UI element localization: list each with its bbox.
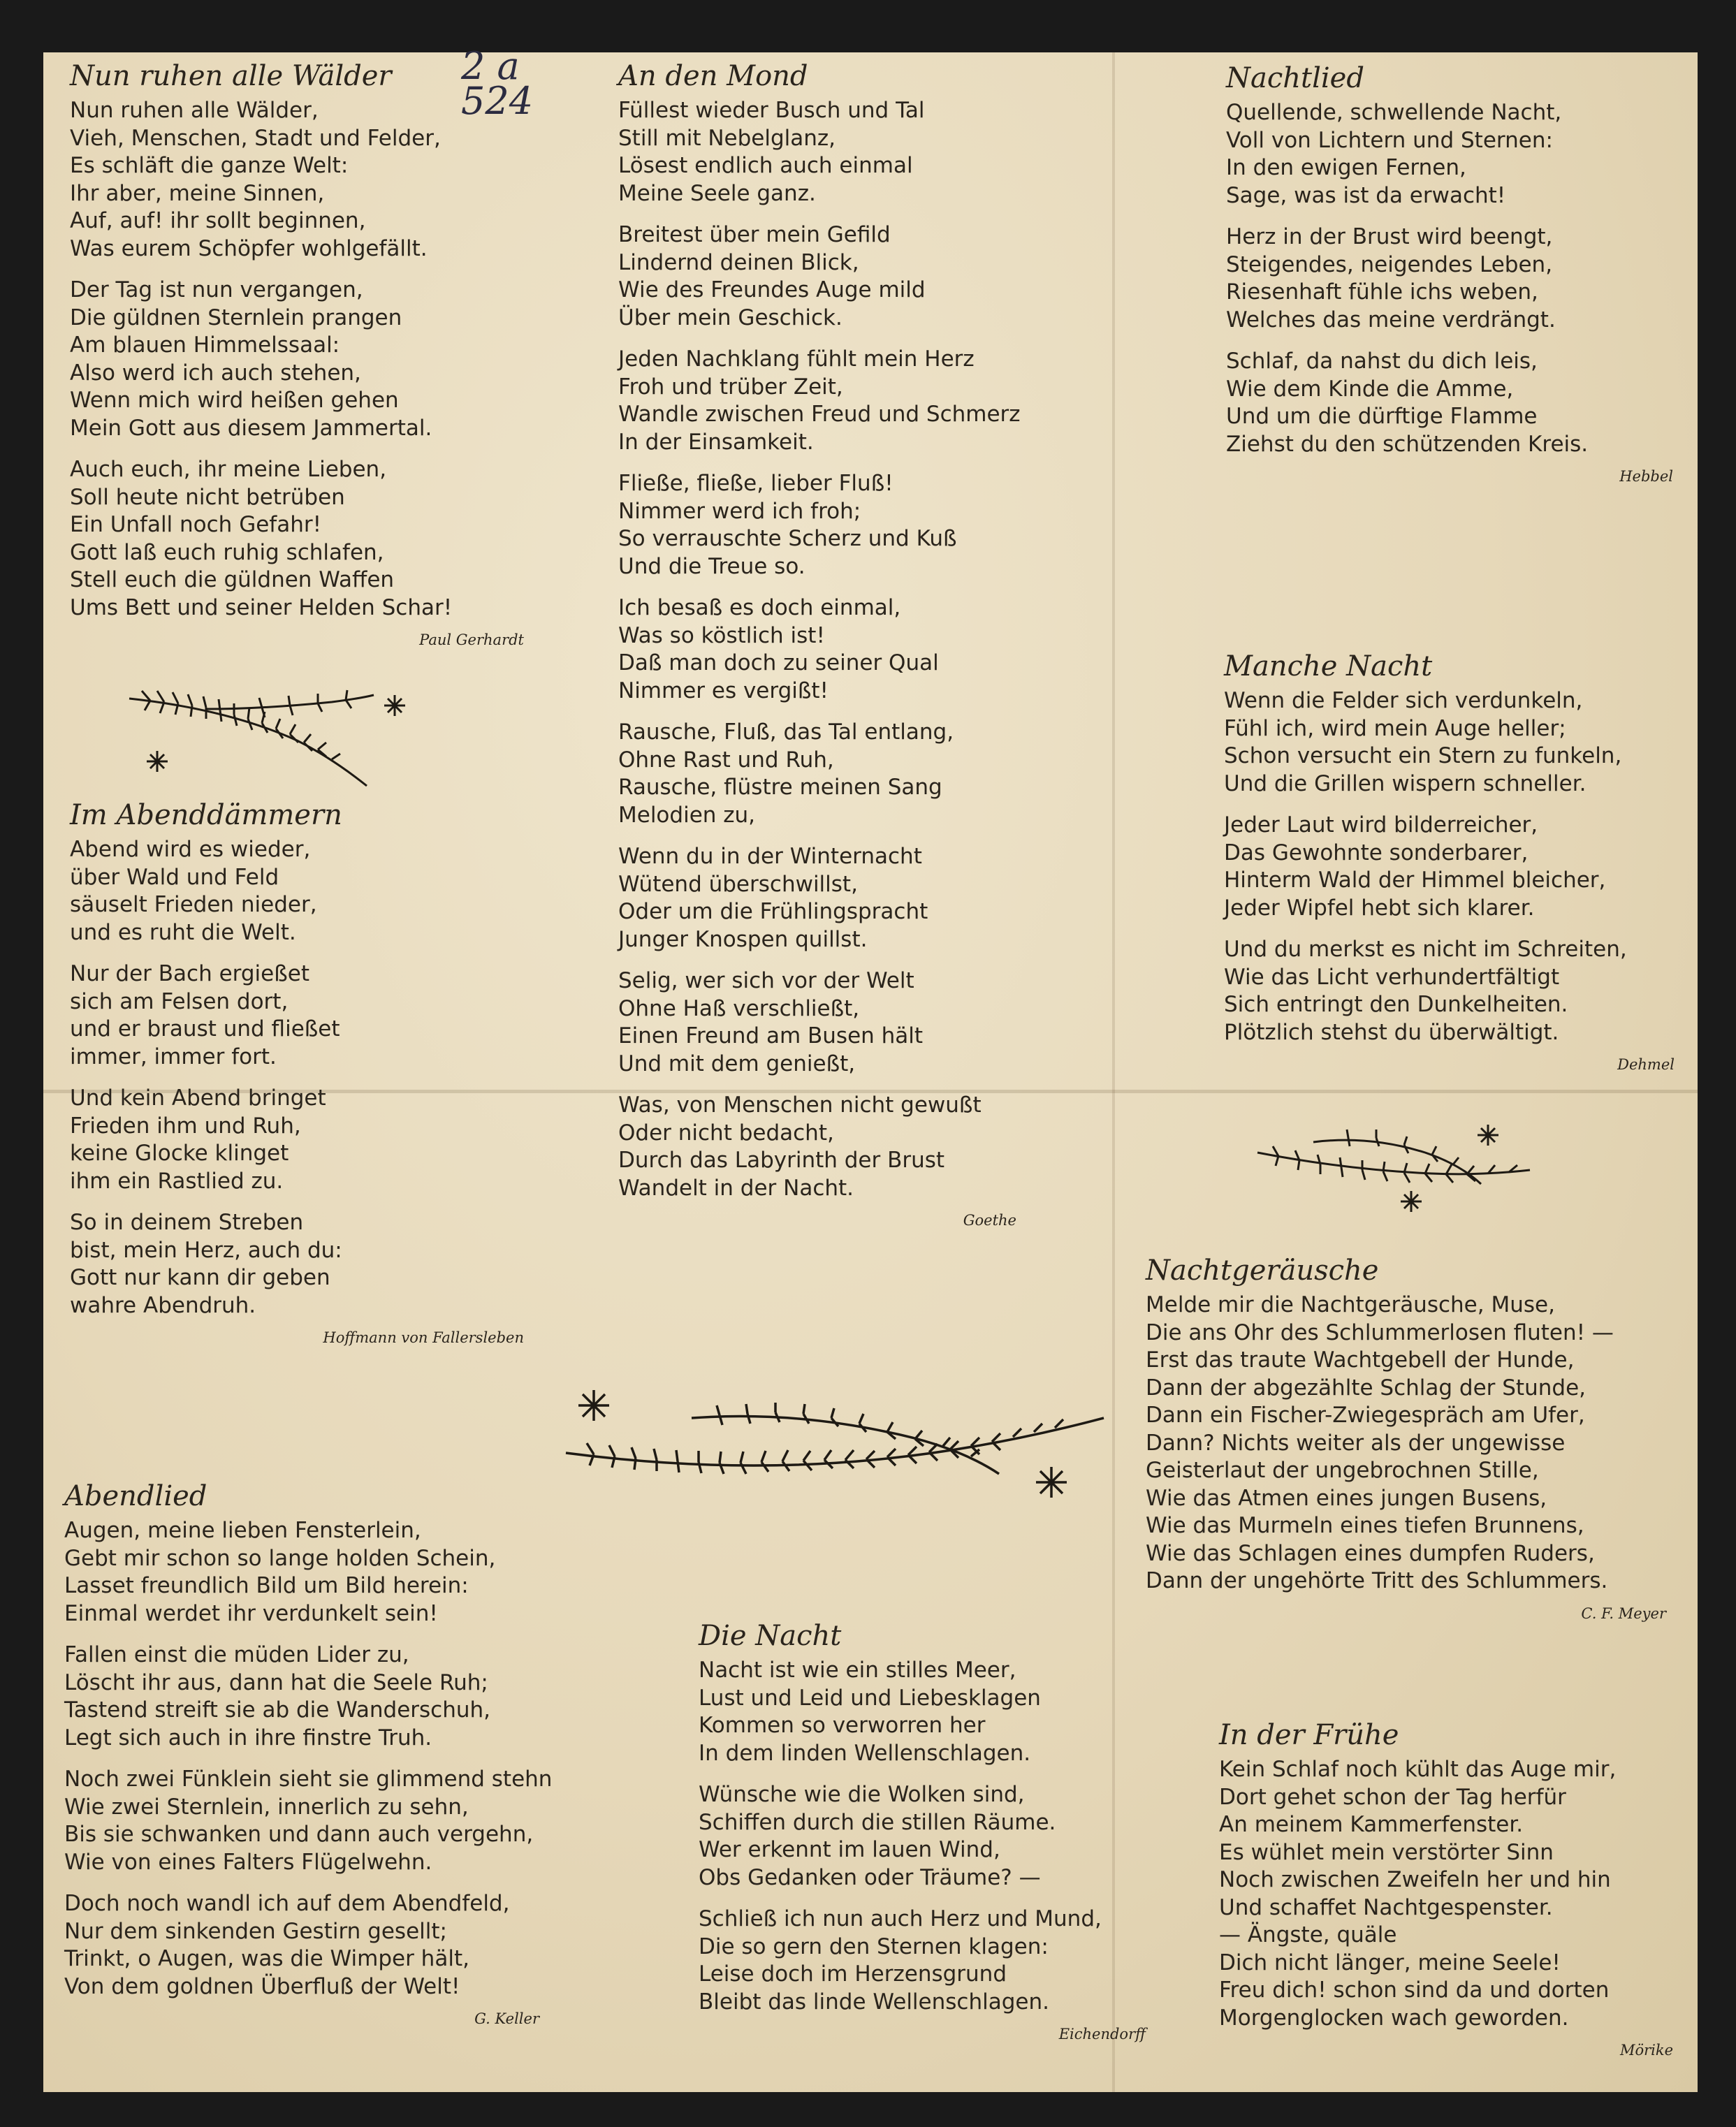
poem-line: Die ans Ohr des Schlummerlosen fluten! —: [1146, 1320, 1614, 1345]
poem-line: Selig, wer sich vor der Welt: [618, 968, 914, 993]
poem-line: über Wald und Feld: [70, 864, 279, 890]
poem-line: Daß man doch zu seiner Qual: [618, 650, 939, 675]
poem-line: Plötzlich stehst du überwältigt.: [1224, 1019, 1559, 1045]
poem-line: Wer erkennt im lauen Wind,: [699, 1837, 1000, 1862]
poem-line: Einen Freund am Busen hält: [618, 1023, 924, 1048]
stanza: [1224, 936, 1675, 1046]
poem-line: Wie des Freundes Auge mild: [618, 277, 926, 302]
poem-author: Paul Gerhardt: [419, 631, 524, 648]
poem-line: Ohne Haß verschließt,: [618, 995, 860, 1021]
poem-line: Dann? Nichts weiter als der ungewisse: [1146, 1430, 1566, 1456]
poem-line: Dort gehet schon der Tag herfür: [1219, 1784, 1566, 1810]
poem-line: Gott laß euch ruhig schlafen,: [70, 539, 384, 565]
poem-line: Stell euch die güldnen Waffen: [70, 567, 395, 592]
stanza: [618, 594, 1016, 705]
stanza: [64, 1517, 539, 1628]
poem-line: Rausche, flüstre meinen Sang: [618, 775, 942, 800]
poem-line: Lösest endlich auch einmal: [618, 153, 913, 178]
poem-line: Und um die dürftige Flamme: [1226, 404, 1538, 429]
poem-line: Kommen so verworren her: [699, 1713, 986, 1738]
poem-author: G. Keller: [474, 2010, 539, 2027]
poem-line: Riesenhaft fühle ichs weben,: [1226, 279, 1538, 305]
stanza: [699, 1906, 1146, 2016]
poem-line: Fühl ich, wird mein Auge heller;: [1224, 715, 1566, 741]
poem-line: bist, mein Herz, auch du:: [70, 1237, 342, 1263]
poem-line: Kein Schlaf noch kühlt das Auge mir,: [1219, 1757, 1617, 1782]
poem-title: In der Frühe: [1219, 1719, 1399, 1751]
stanza: [70, 1209, 524, 1320]
poem-title: Manche Nacht: [1224, 650, 1433, 682]
poem-line: Gott nur kann dir geben: [70, 1265, 330, 1290]
poem-line: Einmal werdet ihr verdunkelt sein!: [64, 1600, 438, 1626]
poem-line: sich am Felsen dort,: [70, 988, 289, 1014]
poem-line: Durch das Labyrinth der Brust: [618, 1148, 945, 1173]
poem-line: Das Gewohnte sonderbarer,: [1224, 840, 1529, 865]
stanza: [1224, 812, 1675, 922]
poem-author: Goethe: [963, 1212, 1016, 1229]
poem-line: Augen, meine lieben Fensterlein,: [64, 1518, 421, 1543]
poem-title: Im Abenddämmern: [70, 799, 342, 831]
poem-line: Nur der Bach ergießet: [70, 961, 309, 986]
poem-line: Wie das Murmeln eines tiefen Brunnens,: [1146, 1513, 1584, 1538]
poem-line: keine Glocke klinget: [70, 1141, 289, 1166]
poem-line: Wandelt in der Nacht.: [618, 1175, 854, 1201]
stanza: [70, 960, 524, 1071]
poem-line: Was so köstlich ist!: [618, 622, 825, 648]
poem-line: Jeder Laut wird bilderreicher,: [1224, 812, 1538, 838]
poem-line: Oder nicht bedacht,: [618, 1120, 834, 1146]
poem-line: Die güldnen Sternlein prangen: [70, 305, 402, 330]
poem-line: Legt sich auch in ihre finstre Truh.: [64, 1725, 432, 1750]
poem-line: Schlaf, da nahst du dich leis,: [1226, 349, 1538, 374]
poem-nun-ruhen-alle-waelder: [70, 59, 524, 648]
poem-line: Rausche, Fluß, das Tal entlang,: [618, 719, 954, 745]
poem-line: Schließ ich nun auch Herz und Mund,: [699, 1906, 1102, 1931]
poem-line: Auch euch, ihr meine Lieben,: [70, 457, 387, 482]
poem-line: Fallen einst die müden Lider zu,: [64, 1642, 409, 1667]
poem-line: Nur dem sinkenden Gestirn gesellt;: [64, 1918, 447, 1944]
poem-author: C. F. Meyer: [1581, 1605, 1666, 1622]
poem-line: Fließe, fließe, lieber Fluß!: [618, 471, 893, 496]
stanza: [618, 719, 1016, 829]
poem-line: Dich nicht länger, meine Seele!: [1219, 1950, 1561, 1975]
poem-line: Ihr aber, meine Sinnen,: [70, 180, 325, 206]
poem-line: Hinterm Wald der Himmel bleicher,: [1224, 868, 1606, 893]
stanza: [64, 1890, 539, 2001]
poem-line: Vieh, Menschen, Stadt und Felder,: [70, 125, 441, 151]
poem-an-den-mond: [618, 59, 1021, 1229]
poem-line: Oder um die Frühlingspracht: [618, 899, 928, 924]
poem-line: Also werd ich auch stehen,: [70, 360, 361, 386]
poem-line: Nun ruhen alle Wälder,: [70, 98, 319, 123]
poem-line: Welches das meine verdrängt.: [1226, 307, 1556, 332]
poem-line: immer, immer fort.: [70, 1044, 277, 1069]
poem-line: Es schläft die ganze Welt:: [70, 153, 349, 178]
stanza: [64, 1766, 553, 1876]
poem-line: Lust und Leid und Liebesklagen: [699, 1685, 1041, 1711]
poem-line: Der Tag ist nun vergangen,: [70, 277, 363, 302]
poem-line: Dann der abgezählte Schlag der Stunde,: [1146, 1375, 1586, 1401]
poem-author: Hoffmann von Fallersleben: [323, 1329, 524, 1346]
poem-line: Leise doch im Herzensgrund: [699, 1961, 1007, 1987]
poem-line: In den ewigen Fernen,: [1226, 155, 1466, 180]
stanza: [699, 1781, 1146, 1892]
poem-author: Dehmel: [1617, 1056, 1675, 1073]
stanza: [618, 346, 1021, 456]
poem-title: Die Nacht: [699, 1620, 842, 1652]
poem-im-abenddaemmern: [70, 798, 524, 1346]
stanza: [1226, 99, 1673, 210]
poem-line: Dann ein Fischer-Zwiegespräch am Ufer,: [1146, 1403, 1585, 1428]
stanza: [1224, 687, 1675, 798]
stanza: [70, 277, 524, 442]
poem-abendlied: [64, 1479, 553, 2027]
stanza: [64, 1642, 539, 1752]
poem-line: — Ängste, quäle: [1219, 1922, 1397, 1947]
poem-line: Soll heute nicht betrüben: [70, 484, 345, 510]
poem-line: Noch zwischen Zweifeln her und hin: [1219, 1867, 1611, 1892]
poem-line: wahre Abendruh.: [70, 1292, 256, 1318]
stanza: [699, 1657, 1146, 1767]
poem-author: Mörike: [1619, 2042, 1673, 2059]
poem-line: Doch noch wandl ich auf dem Abendfeld,: [64, 1891, 510, 1916]
poem-line: Wenn die Felder sich verdunkeln,: [1224, 688, 1583, 713]
stanza: [618, 1092, 1016, 1202]
poem-line: Nacht ist wie ein stilles Meer,: [699, 1658, 1016, 1683]
poem-line: In dem linden Wellenschlagen.: [699, 1740, 1031, 1766]
poem-line: Meine Seele ganz.: [618, 180, 816, 206]
poem-line: Von dem goldnen Überfluß der Welt!: [64, 1973, 460, 1999]
poem-line: Schiffen durch die stillen Räume.: [699, 1809, 1056, 1835]
poem-line: Lasset freundlich Bild um Bild herein:: [64, 1573, 469, 1598]
poem-line: Froh und trüber Zeit,: [618, 374, 843, 400]
poem-line: Freu dich! schon sind da und dorten: [1219, 1978, 1610, 2003]
poem-line: Voll von Lichtern und Sternen:: [1226, 127, 1553, 153]
poem-line: Nimmer werd ich froh;: [618, 498, 861, 524]
poem-nachtgeraeusche: [1146, 1254, 1666, 1622]
poem-line: Nimmer es vergißt!: [618, 678, 829, 703]
poem-line: und es ruht die Welt.: [70, 919, 296, 945]
poem-line: Tastend streift sie ab die Wanderschuh,: [64, 1697, 491, 1723]
stanza: [1219, 1756, 1673, 2032]
poem-line: Wie das Licht verhundertfältigt: [1224, 964, 1560, 990]
poem-title: Abendlied: [64, 1480, 207, 1512]
poem-line: Dann der ungehörte Tritt des Schlummers.: [1146, 1568, 1608, 1593]
poem-title: Nachtlied: [1226, 62, 1364, 94]
poem-line: Löscht ihr aus, dann hat die Seele Ruh;: [64, 1669, 488, 1695]
poem-line: Ziehst du den schützenden Kreis.: [1226, 431, 1589, 457]
poem-line: Breitest über mein Gefild: [618, 222, 891, 247]
poem-line: Frieden ihm und Ruh,: [70, 1113, 301, 1139]
poem-line: säuselt Frieden nieder,: [70, 892, 317, 917]
poem-line: Wie zwei Sternlein, innerlich zu sehn,: [64, 1794, 469, 1820]
poem-nachtlied: [1226, 61, 1673, 485]
poem-line: Am blauen Himmelssaal:: [70, 332, 340, 358]
poem-line: Wenn mich wird heißen gehen: [70, 388, 399, 413]
poem-line: und er braust und fließet: [70, 1016, 340, 1041]
poem-title: Nun ruhen alle Wälder: [70, 60, 392, 92]
poem-line: Und die Grillen wispern schneller.: [1224, 770, 1587, 796]
stanza: [1226, 348, 1673, 458]
stanza: [70, 456, 524, 622]
poem-line: Erst das traute Wachtgebell der Hunde,: [1146, 1347, 1575, 1373]
poem-line: Sich entringt den Dunkelheiten.: [1224, 992, 1568, 1017]
handwritten-line-2: 524: [461, 79, 534, 123]
poem-line: Ein Unfall noch Gefahr!: [70, 512, 322, 537]
poem-line: Junger Knospen quillst.: [618, 926, 868, 952]
poem-line: In der Einsamkeit.: [618, 429, 814, 455]
poem-line: Wie das Schlagen eines dumpfen Ruders,: [1146, 1540, 1595, 1566]
pine-branch-ornament-1: [122, 681, 437, 793]
poem-line: Ohne Rast und Ruh,: [618, 747, 834, 773]
poem-line: Wie von eines Falters Flügelwehn.: [64, 1849, 432, 1875]
poem-line: Wie das Atmen eines jungen Busens,: [1146, 1485, 1547, 1511]
poem-line: Und schaffet Nachtgespenster.: [1219, 1894, 1553, 1920]
poem-line: Melodien zu,: [618, 802, 756, 828]
poem-line: Wie dem Kinde die Amme,: [1226, 376, 1514, 402]
poem-author: Eichendorff: [1058, 2026, 1146, 2042]
stanza: [1146, 1292, 1666, 1595]
poem-line: Still mit Nebelglanz,: [618, 125, 836, 151]
poem-line: Bleibt das linde Wellenschlagen.: [699, 1989, 1049, 2015]
poem-line: Quellende, schwellende Nacht,: [1226, 100, 1562, 125]
poem-line: Herz in der Brust wird beengt,: [1226, 224, 1553, 249]
stanza: [618, 470, 1016, 580]
poem-line: Was eurem Schöpfer wohlgefällt.: [70, 235, 428, 261]
stanza: [70, 1085, 524, 1195]
poem-title: An den Mond: [618, 60, 808, 92]
poem-line: Gebt mir schon so lange holden Schein,: [64, 1545, 496, 1571]
poem-line: So in deinem Streben: [70, 1210, 304, 1235]
poem-line: Es wühlet mein verstörter Sinn: [1219, 1839, 1554, 1865]
poem-line: Füllest wieder Busch und Tal: [618, 98, 925, 123]
poem-line: Melde mir die Nachtgeräusche, Muse,: [1146, 1292, 1555, 1317]
poem-line: Wenn du in der Winternacht: [618, 844, 922, 869]
poem-line: Jeder Wipfel hebt sich klarer.: [1224, 895, 1535, 921]
poem-line: ihm ein Rastlied zu.: [70, 1168, 284, 1194]
poem-line: Die so gern den Sternen klagen:: [699, 1934, 1049, 1959]
poem-line: Auf, auf! ihr sollt beginnen,: [70, 208, 366, 233]
poem-line: Über mein Geschick.: [618, 305, 843, 330]
poem-line: Steigendes, neigendes Leben,: [1226, 251, 1553, 277]
stanza: [618, 967, 1016, 1078]
poem-line: Schon versucht ein Stern zu funkeln,: [1224, 743, 1622, 768]
poem-line: Trinkt, o Augen, was die Wimper hält,: [64, 1946, 469, 1971]
poem-line: Wütend überschwillst,: [618, 871, 858, 897]
poem-line: An meinem Kammerfenster.: [1219, 1812, 1524, 1837]
poem-line: Obs Gedanken oder Träume? —: [699, 1864, 1041, 1890]
pine-branch-ornament-2: [552, 1369, 1118, 1516]
poem-line: Bis sie schwanken und dann auch vergehn,: [64, 1822, 534, 1847]
stanza: [618, 221, 1016, 332]
poem-line: Geisterlaut der ungebrochnen Stille,: [1146, 1458, 1539, 1483]
stanza: [618, 97, 1016, 207]
stanza: [70, 836, 524, 946]
poem-line: Sage, was ist da erwacht!: [1226, 182, 1506, 208]
poem-line: Lindernd deinen Blick,: [618, 249, 859, 275]
poem-author: Hebbel: [1619, 468, 1673, 485]
poem-in-der-fruehe: [1219, 1718, 1673, 2059]
poem-line: Wünsche wie die Wolken sind,: [699, 1782, 1025, 1807]
poem-line: Und kein Abend bringet: [70, 1086, 326, 1111]
stanza: [618, 843, 1016, 953]
poem-line: Wandle zwischen Freud und Schmerz: [618, 402, 1021, 427]
stanza: [1226, 224, 1673, 334]
poem-die-nacht: [699, 1619, 1146, 2042]
poem-line: Und mit dem genießt,: [618, 1051, 856, 1076]
poem-line: So verrauschte Scherz und Kuß: [618, 526, 957, 551]
handwritten-line-1: 2 a: [461, 44, 520, 88]
poem-line: Jeden Nachklang fühlt mein Herz: [618, 346, 975, 372]
poem-line: Und du merkst es nicht im Schreiten,: [1224, 937, 1627, 962]
pine-branch-ornament-3: [1250, 1121, 1544, 1215]
poem-line: Ums Bett und seiner Helden Schar!: [70, 594, 453, 620]
poem-line: Mein Gott aus diesem Jammertal.: [70, 415, 432, 441]
poem-line: Was, von Menschen nicht gewußt: [618, 1092, 982, 1118]
poem-line: Ich besaß es doch einmal,: [618, 595, 901, 620]
poem-line: Noch zwei Fünklein sieht sie glimmend stehn: [64, 1767, 553, 1792]
poem-line: Und die Treue so.: [618, 553, 805, 579]
poem-manche-nacht: [1224, 650, 1675, 1073]
poem-line: Abend wird es wieder,: [70, 837, 311, 862]
poem-title: Nachtgeräusche: [1146, 1255, 1379, 1287]
poem-line: Morgenglocken wach geworden.: [1219, 2005, 1569, 2031]
stanza: [70, 97, 524, 263]
